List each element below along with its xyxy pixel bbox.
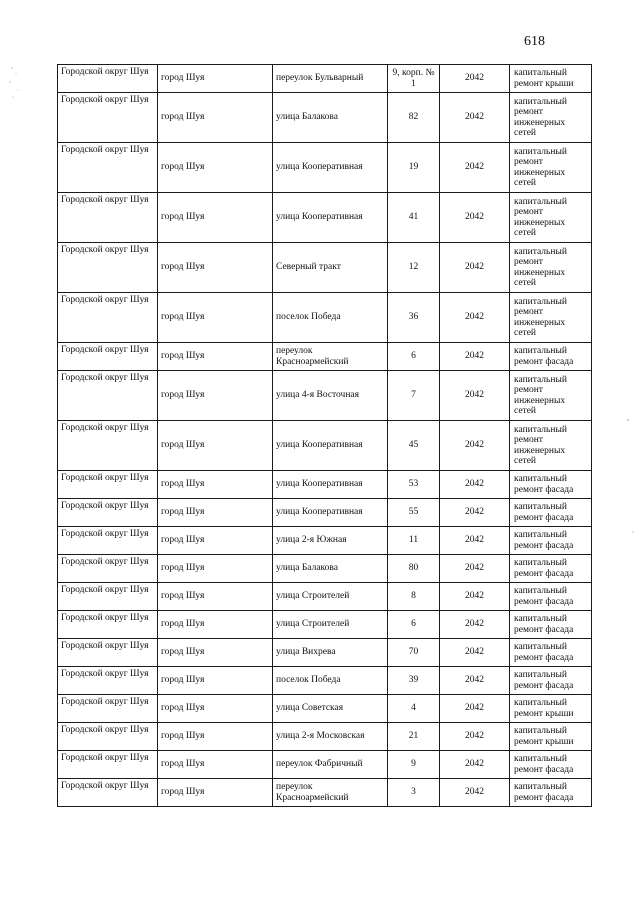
work-type-cell: капитальный ремонт инженерных сетей — [510, 371, 592, 421]
house-number-cell: 6 — [388, 611, 440, 639]
house-number-cell: 45 — [388, 421, 440, 471]
work-type-cell: капитальный ремонт фасада — [510, 471, 592, 499]
table-row — [58, 527, 592, 555]
settlement-cell: город Шуя — [158, 65, 273, 93]
year-cell: 2042 — [440, 723, 510, 751]
street-cell: улица Кооперативная — [273, 421, 388, 471]
municipality-cell: Городской округ Шуя — [58, 723, 158, 751]
work-type-cell: капитальный ремонт фасада — [510, 343, 592, 371]
table-row — [58, 639, 592, 667]
table-row — [58, 193, 592, 243]
street-cell: улица 2-я Южная — [273, 527, 388, 555]
house-number-cell: 70 — [388, 639, 440, 667]
house-number-cell: 53 — [388, 471, 440, 499]
work-type-cell: капитальный ремонт фасада — [510, 583, 592, 611]
work-type-cell: капитальный ремонт инженерных сетей — [510, 143, 592, 193]
table-row — [58, 611, 592, 639]
municipality-cell: Городской округ Шуя — [58, 583, 158, 611]
street-cell: улица Кооперативная — [273, 499, 388, 527]
year-cell: 2042 — [440, 421, 510, 471]
work-type-cell: капитальный ремонт фасада — [510, 751, 592, 779]
street-cell: поселок Победа — [273, 667, 388, 695]
settlement-cell: город Шуя — [158, 639, 273, 667]
municipality-cell: Городской округ Шуя — [58, 695, 158, 723]
house-number-cell: 9 — [388, 751, 440, 779]
year-cell: 2042 — [440, 751, 510, 779]
municipality-cell: Городской округ Шуя — [58, 293, 158, 343]
year-cell: 2042 — [440, 193, 510, 243]
work-type-cell: капитальный ремонт фасада — [510, 779, 592, 807]
year-cell: 2042 — [440, 143, 510, 193]
house-number-cell: 11 — [388, 527, 440, 555]
street-cell: переулок Красноармейский — [273, 343, 388, 371]
municipality-cell: Городской округ Шуя — [58, 779, 158, 807]
work-type-cell: капитальный ремонт инженерных сетей — [510, 93, 592, 143]
settlement-cell: город Шуя — [158, 343, 273, 371]
street-cell: улица Кооперативная — [273, 143, 388, 193]
work-type-cell: капитальный ремонт крыши — [510, 695, 592, 723]
table-row — [58, 371, 592, 421]
table-row — [58, 93, 592, 143]
year-cell: 2042 — [440, 471, 510, 499]
house-number-cell: 4 — [388, 695, 440, 723]
table-row — [58, 293, 592, 343]
street-cell: улица Вихрева — [273, 639, 388, 667]
house-number-cell: 9, корп. № 1 — [388, 65, 440, 93]
municipality-cell: Городской округ Шуя — [58, 527, 158, 555]
street-cell: улица Советская — [273, 695, 388, 723]
year-cell: 2042 — [440, 527, 510, 555]
street-cell: поселок Победа — [273, 293, 388, 343]
settlement-cell: город Шуя — [158, 193, 273, 243]
table-row — [58, 723, 592, 751]
street-cell: улица Строителей — [273, 611, 388, 639]
settlement-cell: город Шуя — [158, 471, 273, 499]
table-row — [58, 471, 592, 499]
settlement-cell: город Шуя — [158, 723, 273, 751]
settlement-cell: город Шуя — [158, 243, 273, 293]
table-row — [58, 343, 592, 371]
municipality-cell: Городской округ Шуя — [58, 667, 158, 695]
table-body — [58, 65, 592, 807]
street-cell: улица 2-я Московская — [273, 723, 388, 751]
house-number-cell: 80 — [388, 555, 440, 583]
table-row — [58, 143, 592, 193]
work-type-cell: капитальный ремонт инженерных сетей — [510, 193, 592, 243]
settlement-cell: город Шуя — [158, 667, 273, 695]
work-type-cell: капитальный ремонт фасада — [510, 611, 592, 639]
street-cell: переулок Фабричный — [273, 751, 388, 779]
municipality-cell: Городской округ Шуя — [58, 371, 158, 421]
house-number-cell: 82 — [388, 93, 440, 143]
table-row — [58, 555, 592, 583]
street-cell: Северный тракт — [273, 243, 388, 293]
settlement-cell: город Шуя — [158, 611, 273, 639]
table-row — [58, 583, 592, 611]
street-cell: улица Кооперативная — [273, 471, 388, 499]
municipality-cell: Городской округ Шуя — [58, 421, 158, 471]
housing-repair-table — [57, 64, 592, 807]
table-row — [58, 667, 592, 695]
house-number-cell: 12 — [388, 243, 440, 293]
settlement-cell: город Шуя — [158, 293, 273, 343]
year-cell: 2042 — [440, 779, 510, 807]
municipality-cell: Городской округ Шуя — [58, 471, 158, 499]
year-cell: 2042 — [440, 93, 510, 143]
municipality-cell: Городской округ Шуя — [58, 751, 158, 779]
municipality-cell: Городской округ Шуя — [58, 499, 158, 527]
house-number-cell: 7 — [388, 371, 440, 421]
house-number-cell: 6 — [388, 343, 440, 371]
year-cell: 2042 — [440, 583, 510, 611]
settlement-cell: город Шуя — [158, 527, 273, 555]
year-cell: 2042 — [440, 243, 510, 293]
table-row — [58, 499, 592, 527]
street-cell: переулок Бульварный — [273, 65, 388, 93]
municipality-cell: Городской округ Шуя — [58, 143, 158, 193]
house-number-cell: 8 — [388, 583, 440, 611]
settlement-cell: город Шуя — [158, 499, 273, 527]
year-cell: 2042 — [440, 611, 510, 639]
house-number-cell: 21 — [388, 723, 440, 751]
municipality-cell: Городской округ Шуя — [58, 555, 158, 583]
settlement-cell: город Шуя — [158, 779, 273, 807]
table-row — [58, 695, 592, 723]
municipality-cell: Городской округ Шуя — [58, 93, 158, 143]
table-row — [58, 779, 592, 807]
house-number-cell: 19 — [388, 143, 440, 193]
page-number: 618 — [524, 34, 545, 49]
year-cell: 2042 — [440, 639, 510, 667]
street-cell: переулок Красноармейский — [273, 779, 388, 807]
work-type-cell: капитальный ремонт фасада — [510, 527, 592, 555]
year-cell: 2042 — [440, 555, 510, 583]
table-row — [58, 65, 592, 93]
municipality-cell: Городской округ Шуя — [58, 639, 158, 667]
house-number-cell: 39 — [388, 667, 440, 695]
settlement-cell: город Шуя — [158, 583, 273, 611]
work-type-cell: капитальный ремонт инженерных сетей — [510, 293, 592, 343]
street-cell: улица 4-я Восточная — [273, 371, 388, 421]
settlement-cell: город Шуя — [158, 371, 273, 421]
house-number-cell: 36 — [388, 293, 440, 343]
year-cell: 2042 — [440, 65, 510, 93]
municipality-cell: Городской округ Шуя — [58, 65, 158, 93]
settlement-cell: город Шуя — [158, 751, 273, 779]
house-number-cell: 41 — [388, 193, 440, 243]
work-type-cell: капитальный ремонт крыши — [510, 723, 592, 751]
work-type-cell: капитальный ремонт крыши — [510, 65, 592, 93]
settlement-cell: город Шуя — [158, 421, 273, 471]
street-cell: улица Кооперативная — [273, 193, 388, 243]
municipality-cell: Городской округ Шуя — [58, 343, 158, 371]
settlement-cell: город Шуя — [158, 143, 273, 193]
table-row — [58, 751, 592, 779]
settlement-cell: город Шуя — [158, 695, 273, 723]
year-cell: 2042 — [440, 293, 510, 343]
street-cell: улица Балакова — [273, 93, 388, 143]
year-cell: 2042 — [440, 695, 510, 723]
work-type-cell: капитальный ремонт фасада — [510, 667, 592, 695]
year-cell: 2042 — [440, 667, 510, 695]
work-type-cell: капитальный ремонт фасада — [510, 499, 592, 527]
municipality-cell: Городской округ Шуя — [58, 193, 158, 243]
house-number-cell: 3 — [388, 779, 440, 807]
year-cell: 2042 — [440, 343, 510, 371]
street-cell: улица Строителей — [273, 583, 388, 611]
work-type-cell: капитальный ремонт фасада — [510, 639, 592, 667]
work-type-cell: капитальный ремонт фасада — [510, 555, 592, 583]
year-cell: 2042 — [440, 499, 510, 527]
table-row — [58, 243, 592, 293]
house-number-cell: 55 — [388, 499, 440, 527]
settlement-cell: город Шуя — [158, 555, 273, 583]
year-cell: 2042 — [440, 371, 510, 421]
work-type-cell: капитальный ремонт инженерных сетей — [510, 421, 592, 471]
municipality-cell: Городской округ Шуя — [58, 243, 158, 293]
table-row — [58, 421, 592, 471]
settlement-cell: город Шуя — [158, 93, 273, 143]
street-cell: улица Балакова — [273, 555, 388, 583]
work-type-cell: капитальный ремонт инженерных сетей — [510, 243, 592, 293]
municipality-cell: Городской округ Шуя — [58, 611, 158, 639]
